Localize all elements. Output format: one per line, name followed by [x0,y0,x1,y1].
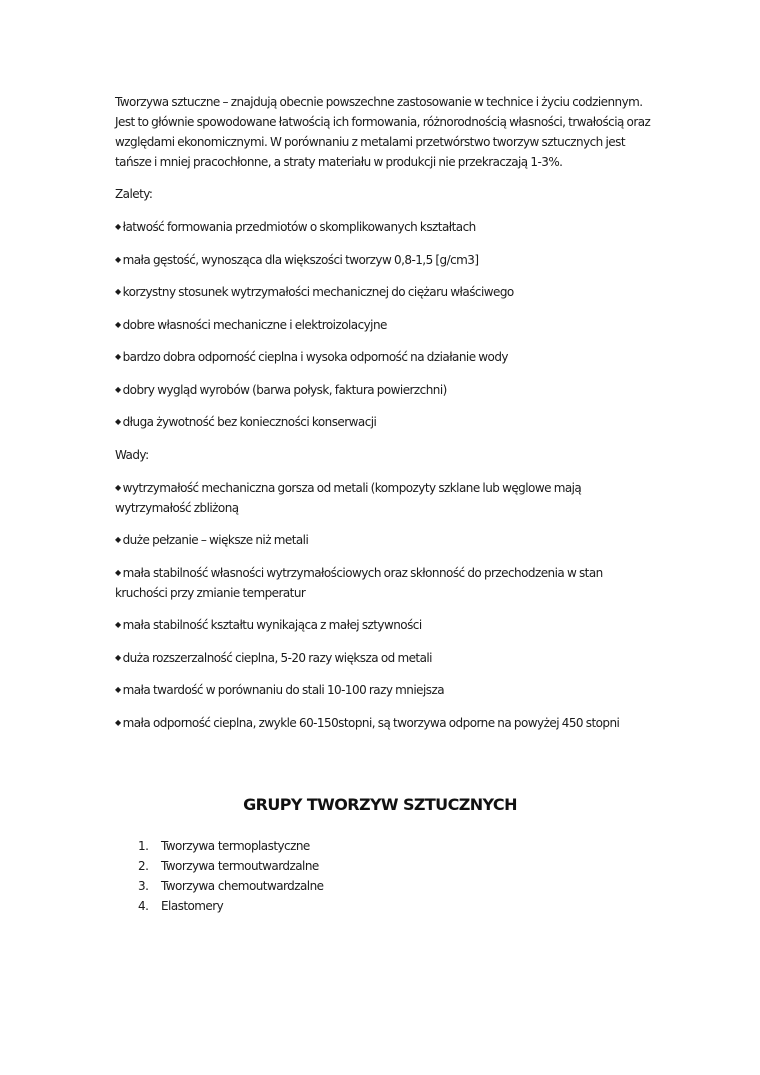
disadvantage-text: mała odporność cieplna, zwykle 60-150stopni, są tworzywa odporne na powyżej 450 stopni [122,715,620,730]
bullet-icon: ◆ [115,535,121,544]
list-label: Tworzywa termoutwardzalne [161,859,319,873]
bullet-icon: ◆ [115,254,121,264]
advantage-item [115,217,655,237]
list-number: 4. [138,899,149,913]
disadvantage-item [115,680,655,700]
disadvantage-item [115,615,655,635]
disadvantage-text: duża rozszerzalność cieplna, 5-20 razy większa od metali [122,650,432,665]
bullet-icon: ◆ [115,384,121,394]
list-label: Tworzywa chemoutwardzalne [161,879,324,893]
bullet-icon: ◆ [115,620,121,629]
groups-heading: GRUPY TWORZYW SZTUCZNYCH [243,795,517,814]
bullet-icon: ◆ [115,652,121,662]
disadvantage-item [115,563,655,603]
document-body [115,92,655,745]
advantage-text: mała gęstość, wynosząca dla większości tworzyw 0,8-1,5 [g/cm3] [122,252,479,267]
disadvantage-text: mała twardość w porównaniu do stali 10-100 razy mniejsza [122,683,445,697]
advantage-text: dobre własności mechaniczne i elektroizolacyjne [122,317,387,332]
disadvantage-item [115,648,655,668]
bullet-icon: ◆ [115,482,121,492]
disadvantage-text: mała stabilność kształtu wynikająca z małej sztywności [122,618,422,632]
disadvantage-item [115,478,655,518]
groups-list [138,836,323,916]
bullet-icon: ◆ [115,717,121,727]
list-number: 2. [138,859,149,873]
advantage-item [115,282,655,302]
list-item [138,876,323,896]
list-item [138,856,323,876]
bullet-icon: ◆ [115,287,121,296]
list-item [138,896,323,916]
advantage-item [115,250,655,270]
intro-paragraph: Tworzywa sztuczne – znajdują obecnie powszechne zastosowanie w technice i życiu codziennym. Jest to głównie spowodowane łatwością ich formowania, różnorodnością własności, trwałością oraz względami ekonomicznymi. W porównaniu z metalami przetwórstwo tworzyw sztucznych jest tańsze i mniej pracochłonne, a straty materiału w produkcji nie przekraczają 1-3%. [115,95,651,169]
bullet-icon: ◆ [115,685,121,694]
disadvantage-item [115,713,655,733]
bullet-icon: ◆ [115,352,121,361]
advantage-item [115,380,655,400]
list-label: Tworzywa termoplastyczne [161,839,310,853]
advantage-item [115,315,655,335]
advantage-text: dobry wygląd wyrobów (barwa połysk, faktura powierzchni) [122,382,447,397]
list-label: Elastomery [161,899,224,913]
disadvantage-text: duże pełzanie – większe niż metali [122,533,309,547]
list-item [138,836,323,856]
advantage-text: bardzo dobra odporność cieplna i wysoka odporność na działanie wody [122,350,508,364]
advantage-item [115,347,655,367]
advantage-text: długa żywotność bez konieczności konserwacji [122,415,377,429]
advantage-text: korzystny stosunek wytrzymałości mechanicznej do ciężaru właściwego [122,285,514,299]
disadvantages-title: Wady: [115,447,149,462]
list-number: 1. [138,839,149,853]
bullet-icon: ◆ [115,319,121,329]
disadvantage-text: mała stabilność własności wytrzymałościowych oraz skłonność do przechodzenia w stan kruchości przy zmianie temperatur [115,565,603,600]
bullet-icon: ◆ [115,222,121,231]
advantages-title: Zalety: [115,187,153,201]
bullet-icon: ◆ [115,417,121,426]
advantage-item [115,412,655,432]
list-number: 3. [138,879,149,893]
disadvantage-item [115,530,655,550]
disadvantage-text: wytrzymałość mechaniczna gorsza od metali (kompozyty szklane lub węglowe mają wytrzymałość zbliżoną [115,480,582,515]
bullet-icon: ◆ [115,567,121,577]
advantage-text: łatwość formowania przedmiotów o skomplikowanych kształtach [122,220,476,234]
